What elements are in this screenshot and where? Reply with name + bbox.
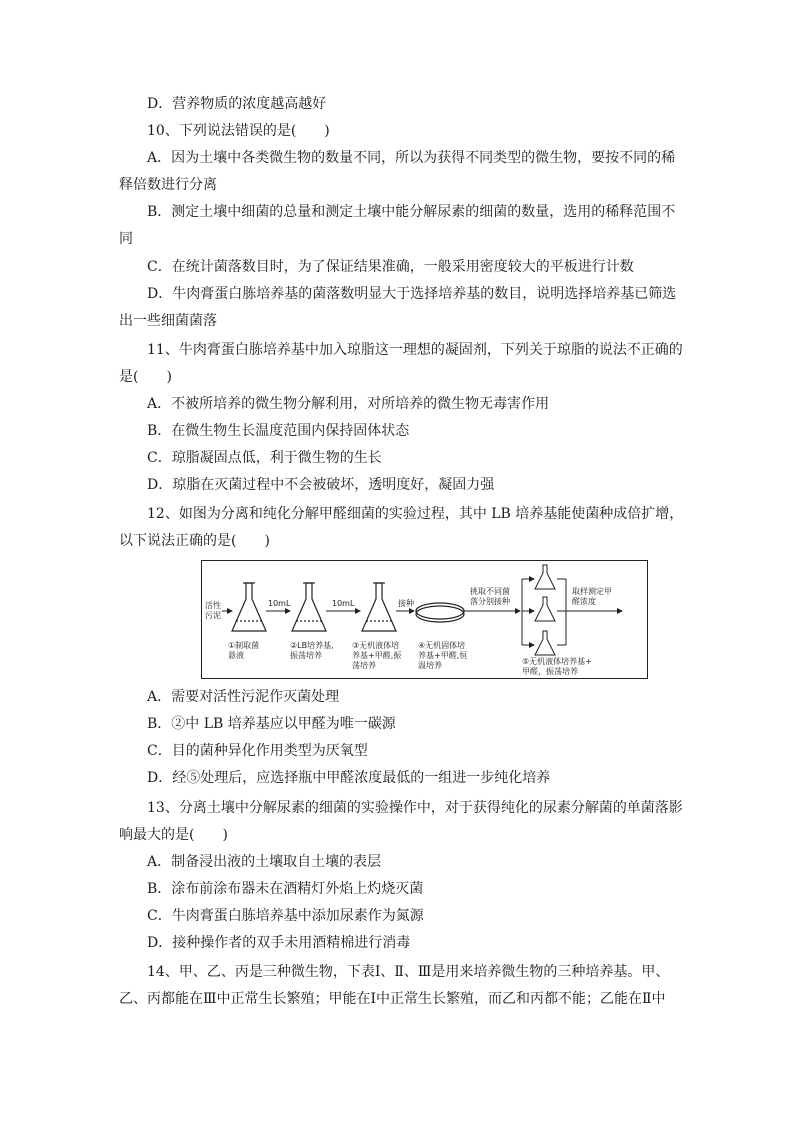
- question-13-cont: 响最大的是( ): [119, 827, 228, 843]
- flask-5b-icon: [535, 597, 555, 621]
- option-10c: C．在统计菌落数目时，为了保证结果准确，一般采用密度较大的平板进行计数: [147, 259, 634, 275]
- flask-5a-icon: [535, 565, 555, 589]
- arrow-3-label: 接种: [398, 599, 414, 608]
- option-11a: A．不被所培养的微生物分解利用，对所培养的微生物无毒害作用: [147, 396, 550, 412]
- option-10a-cont: 释倍数进行分离: [119, 177, 217, 193]
- step-2-label: ②LB培养基, 振荡培养: [290, 641, 334, 660]
- option-13c: C．牛肉膏蛋白胨培养基中添加尿素作为氮源: [147, 908, 424, 924]
- question-12-cont: 以下说法正确的是( ): [119, 533, 270, 549]
- question-14: 14、甲、乙、丙是三种微生物，下表Ⅰ、Ⅱ、Ⅲ是用来培养微生物的三种培养基。甲、: [147, 964, 670, 980]
- option-13d: D．接种操作者的双手未用酒精棉进行消毒: [147, 935, 411, 951]
- arrow-4-label: 挑取不同菌 落分别接种: [470, 587, 510, 606]
- option-12d: D．经⑤处理后，应选择瓶中甲醛浓度最低的一组进一步纯化培养: [147, 770, 551, 786]
- arrow-2-label: 10mL: [332, 599, 355, 608]
- step-5-label: ⑤无机液体培养基+ 甲醛，振荡培养: [522, 657, 592, 676]
- option-11d: D．琼脂在灭菌过程中不会被破坏，透明度好，凝固力强: [147, 477, 495, 493]
- source-label: 活性 污泥: [205, 601, 221, 620]
- option-10b: B．测定土壤中细菌的总量和测定土壤中能分解尿素的细菌的数量，选用的稀释范围不: [147, 204, 676, 220]
- question-11: 11、牛肉膏蛋白胨培养基中加入琼脂这一理想的凝固剂，下列关于琼脂的说法不正确的: [147, 342, 683, 358]
- question-13: 13、分离土壤中分解尿素的细菌的实验操作中，对于获得纯化的尿素分解菌的单菌落影: [147, 800, 683, 816]
- arrow-1-label: 10mL: [268, 599, 291, 608]
- flask-2-icon: [292, 583, 326, 631]
- experiment-diagram: [201, 560, 648, 679]
- step-4-label: ④无机固体培 养基+甲醛,恒 温培养: [418, 641, 468, 670]
- step-3-label: ③无机液体培 养基+甲醛,振 荡培养: [352, 641, 402, 670]
- option-11b: B．在微生物生长温度范围内保持固体状态: [147, 423, 410, 439]
- question-14-cont: 乙、丙都能在Ⅲ中正常生长繁殖；甲能在Ⅰ中正常生长繁殖，而乙和丙都不能；乙能在Ⅱ中: [119, 991, 666, 1007]
- option-12b: B．②中 LB 培养基应以甲醛为唯一碳源: [147, 716, 396, 732]
- question-10: 10、下列说法错误的是( ): [147, 123, 330, 139]
- question-12: 12、如图为分离和纯化分解甲醛细菌的实验过程，其中 LB 培养基能使菌种成倍扩增，: [147, 506, 684, 522]
- option-10d-cont: 出一些细菌菌落: [119, 313, 217, 329]
- flask-5c-icon: [535, 631, 555, 655]
- option-10a: A．因为土壤中各类微生物的数量不同，所以为获得不同类型的微生物，要按不同的稀: [147, 150, 676, 166]
- flask-3-icon: [362, 583, 396, 631]
- petri-dish-icon: [416, 603, 464, 622]
- option-12a: A．需要对活性污泥作灭菌处理: [147, 689, 340, 705]
- question-11-cont: 是( ): [119, 369, 172, 385]
- option-13b: B．涂布前涂布器未在酒精灯外焰上灼烧灭菌: [147, 881, 424, 897]
- option-10b-cont: 同: [119, 231, 133, 247]
- option-9d: D．营养物质的浓度越高越好: [147, 96, 327, 112]
- option-13a: A．制备浸出液的土壤取自土壤的表层: [147, 854, 382, 870]
- arrow-5-label: 取样测定甲 醛浓度: [572, 587, 612, 606]
- option-12c: C．目的菌种异化作用类型为厌氧型: [147, 743, 368, 759]
- option-11c: C．琼脂凝固点低，利于微生物的生长: [147, 450, 382, 466]
- option-10d: D．牛肉膏蛋白胨培养基的菌落数明显大于选择培养基的数目，说明选择培养基已筛选: [147, 286, 677, 302]
- flask-1-icon: [232, 583, 266, 631]
- step-1-label: ①制取菌 悬液: [228, 641, 260, 660]
